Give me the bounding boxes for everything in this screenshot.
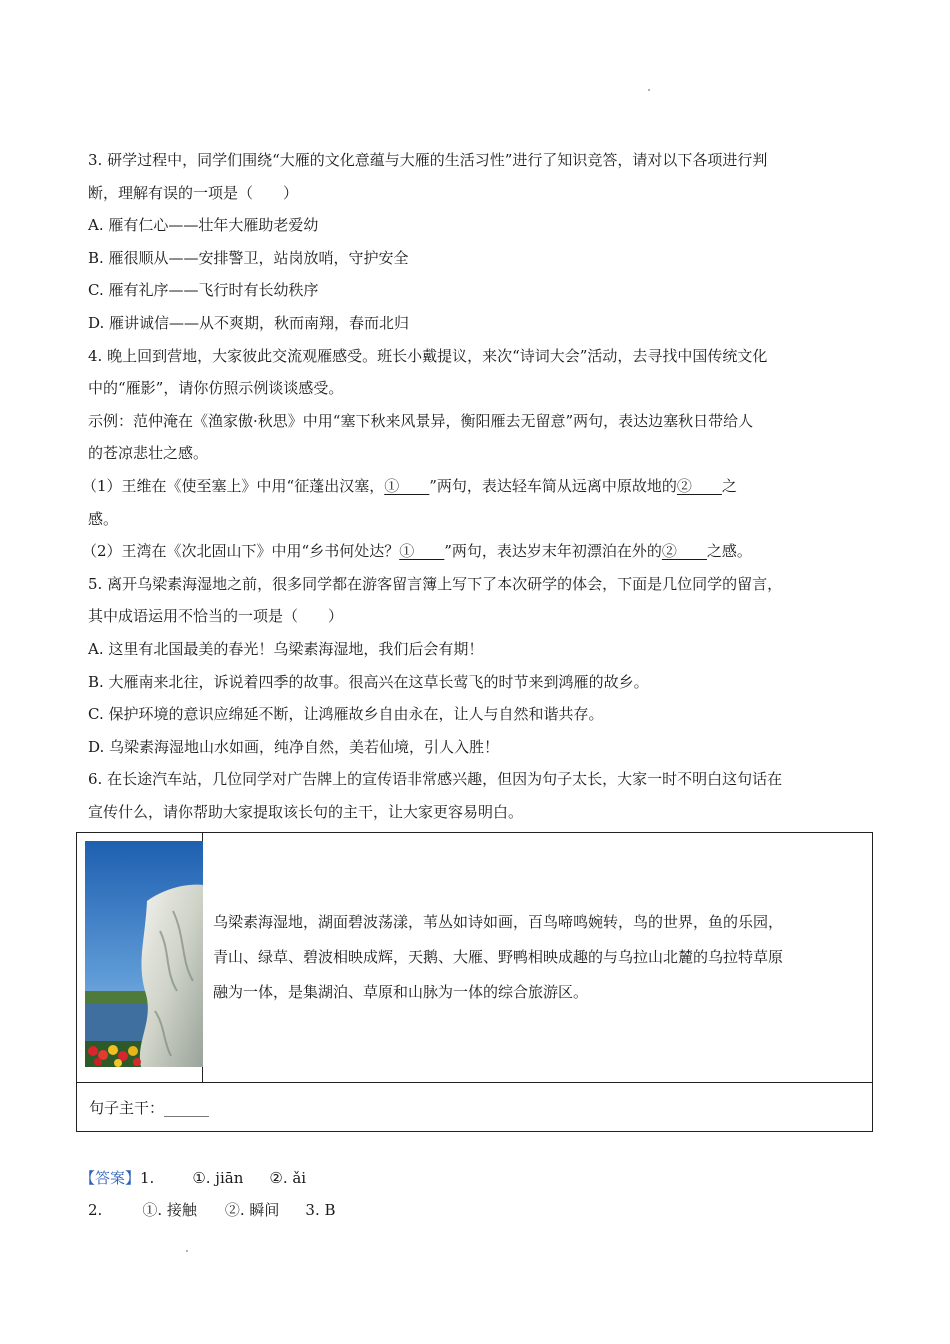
answer-q2-1: ①. 接触 — [142, 1201, 197, 1219]
q4-item-1-cont: 感。 — [88, 509, 119, 528]
q3-option-a: A. 雁有仁心——壮年大雁助老爱幼 — [88, 216, 319, 235]
q4-item1-blank-1: ①____ — [384, 476, 430, 495]
billboard-passage — [213, 905, 860, 1010]
q4-item1-text-c: 之 — [721, 476, 737, 495]
q4-item2-blank-1: ①____ — [399, 542, 445, 561]
answer-line-1 — [80, 1162, 336, 1194]
passage-line-1: 乌梁素海湿地，湖面碧波荡漾，苇丛如诗如画，百鸟啼鸣婉转，鸟的世界，鱼的乐园， — [213, 913, 784, 931]
q4-item2-blank-2: ②____ — [661, 542, 707, 561]
q5-stem-line-2: 其中成语运用不恰当的一项是（ ） — [88, 607, 344, 626]
q6-stem-line-1: 6. 在长途汽车站，几位同学对广告牌上的宣传语非常感兴趣，但因为句子太长，大家一时不明白这句话在 — [88, 770, 783, 789]
q4-item-1 — [82, 470, 878, 503]
q3-option-c: C. 雁有礼序——飞行时有长幼秩序 — [88, 281, 319, 300]
bottom-dot — [186, 1250, 188, 1252]
q5-option-a: A. 这里有北国最美的春光！乌梁素海湿地，我们后会有期！ — [88, 639, 484, 658]
passage-line-2: 青山、绿草、碧波相映成辉，天鹅、大雁、野鸭相映成趣的与乌拉山北麓的乌拉特草原 — [213, 948, 784, 966]
q3-stem-line-1: 3. 研学过程中，同学们围绕“大雁的文化意蕴与大雁的生活习性”进行了知识竞答，请对以下各项进行判 — [88, 151, 768, 169]
billboard-photo-cell — [77, 833, 203, 1083]
q4-stem-line-1: 4. 晚上回到营地，大家彼此交流观雁感受。班长小戴提议，来次“诗词大会”活动，去寻找中国传统文化 — [88, 346, 768, 365]
answer-line-2 — [88, 1194, 336, 1226]
q4-example-line-2: 的苍凉悲壮之感。 — [88, 444, 209, 463]
billboard-photo — [85, 841, 203, 1067]
question-content — [82, 144, 878, 828]
passage-line-3: 融为一体，是集湖泊、草原和山脉为一体的综合旅游区。 — [213, 983, 589, 1001]
answer-q3: 3. B — [305, 1201, 336, 1219]
q4-item1-text-a: （1）王维在《使至塞上》中用“征蓬出汉塞， — [82, 476, 385, 495]
q6-stem-line-2: 宣传什么，请你帮助大家提取该长句的主干，让大家更容易明白。 — [88, 802, 524, 821]
q4-item1-blank-2: ②____ — [676, 476, 722, 495]
answer-q1-2: ②. ǎi — [269, 1169, 307, 1187]
q5-option-d: D. 乌梁素海湿地山水如画，纯净自然，美若仙境，引人入胜！ — [88, 737, 500, 756]
answer-section — [80, 1162, 336, 1226]
answer-q1-1: ①. jiān — [192, 1169, 244, 1187]
q4-item2-text-a: （2）王湾在《次北固山下》中用“乡书何处达？ — [82, 542, 400, 561]
answer-q1-num: 1. — [140, 1169, 155, 1187]
q4-stem-line-2: 中的“雁影”，请你仿照示例谈谈感受。 — [88, 379, 344, 398]
q3-option-b: B. 雁很顺从——安排警卫，站岗放哨，守护安全 — [88, 248, 409, 267]
q4-example-line-1: 示例：范仲淹在《渔家傲·秋思》中用“塞下秋来风景异，衡阳雁去无留意”两句，表达边塞秋日带给人 — [88, 411, 754, 430]
top-dot — [648, 89, 650, 91]
q4-item2-text-c: 之感。 — [706, 542, 752, 561]
q4-item2-text-b: ”两句，表达岁末年初漂泊在外的 — [444, 542, 662, 561]
q3-option-d: D. 雁讲诚信——从不爽期，秋而南翔，春而北归 — [88, 313, 410, 332]
sentence-trunk-label: 句子主干：______ — [89, 1099, 210, 1117]
answer-q2-2: ②. 瞬间 — [224, 1201, 280, 1219]
sentence-trunk-cell — [77, 1083, 872, 1131]
q4-item-2 — [82, 535, 878, 568]
answer-q2-num: 2. — [88, 1201, 103, 1219]
q3-stem-line-2: 断，理解有误的一项是（ ） — [88, 183, 299, 202]
answer-tag: 【答案】 — [80, 1169, 141, 1187]
billboard-text-cell — [203, 833, 872, 1083]
q5-option-b: B. 大雁南来北往，诉说着四季的故事。很高兴在这草长莺飞的时节来到鸿雁的故乡。 — [88, 672, 649, 691]
q5-option-c: C. 保护环境的意识应绵延不断，让鸿雁故乡自由永在，让人与自然和谐共存。 — [88, 705, 604, 724]
q4-item1-text-b: ”两句，表达轻车简从远离中原故地的 — [429, 476, 677, 495]
billboard-table — [76, 832, 873, 1132]
q5-stem-line-1: 5. 离开乌梁素海湿地之前，很多同学都在游客留言簿上写下了本次研学的体会，下面是几位同学的留言， — [88, 574, 783, 593]
